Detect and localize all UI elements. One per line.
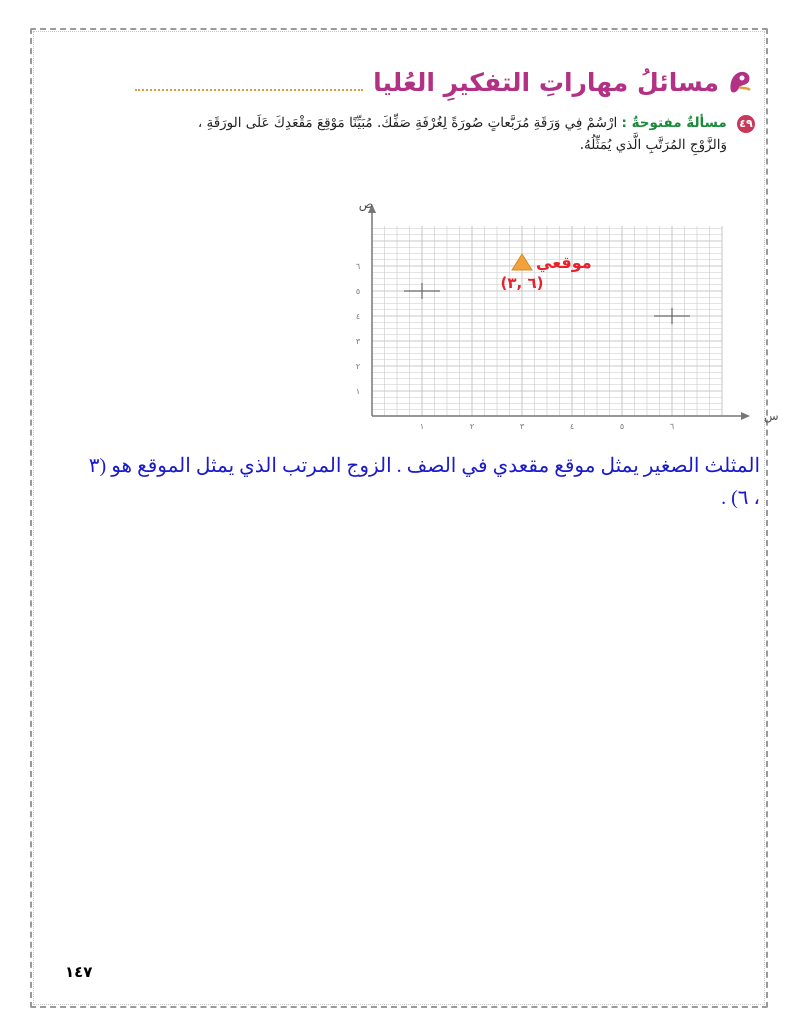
x-tick-label: ٥: [619, 422, 625, 431]
x-tick-label: ١: [419, 422, 425, 431]
coordinate-grid-svg: [330, 197, 779, 433]
y-tick-label: ١: [355, 387, 361, 396]
y-tick-label: ٥: [355, 287, 361, 296]
answer-text: [55, 450, 760, 514]
x-tick-label: ٦: [669, 422, 675, 431]
seat-coordinate-label: (٦ ,٣): [500, 274, 544, 292]
y-axis-label: ص: [358, 197, 374, 211]
y-tick-label: ٦: [355, 262, 361, 271]
x-tick-label: ٣: [519, 422, 525, 431]
y-tick-label: ٤: [355, 312, 361, 321]
problem-number-badge: ٤٩: [737, 115, 755, 133]
x-tick-label: ٤: [569, 422, 575, 431]
x-axis-label: س: [764, 409, 779, 423]
x-axis-arrow: [741, 412, 750, 420]
coordinate-grid: [330, 197, 779, 433]
problem-label: مسألةٌ مفتوحةٌ :: [621, 115, 727, 131]
page-number: ١٤٧: [65, 963, 93, 981]
problem-text-line2: وَالزَّوْجِ المُرَتَّبِ الَّذي يُمَثِّلُهُ.: [579, 137, 727, 153]
x-tick-label: ٢: [469, 422, 475, 431]
seat-triangle: [512, 254, 532, 270]
section-header: [135, 62, 755, 102]
problem-text-line1: ارْسُمْ فِي وَرَقَةِ مُرَبَّعاتٍ صُورَةً لِغُرْفَةِ صَفِّكَ. مُبَيِّنًا مَوْقِعَ مَقْعَدِكَ عَلَى الورَقَةِ ،: [197, 115, 618, 131]
y-tick-label: ٣: [355, 337, 361, 346]
title-leader-dots: [135, 89, 363, 91]
page-border-inner: [33, 31, 765, 1005]
puzzle-icon: [725, 67, 755, 97]
problem-statement: [115, 112, 755, 156]
answer-line2: ، ٦) .: [721, 487, 760, 509]
seat-label: موقعي: [536, 253, 592, 272]
section-title: مسائلُ مهاراتِ التفكيرِ العُليا: [373, 67, 719, 97]
y-tick-label: ٢: [355, 362, 361, 371]
answer-line1: المثلث الصغير يمثل موقع مقعدي في الصف . الزوج المرتب الذي يمثل الموقع هو (٣: [88, 455, 760, 477]
